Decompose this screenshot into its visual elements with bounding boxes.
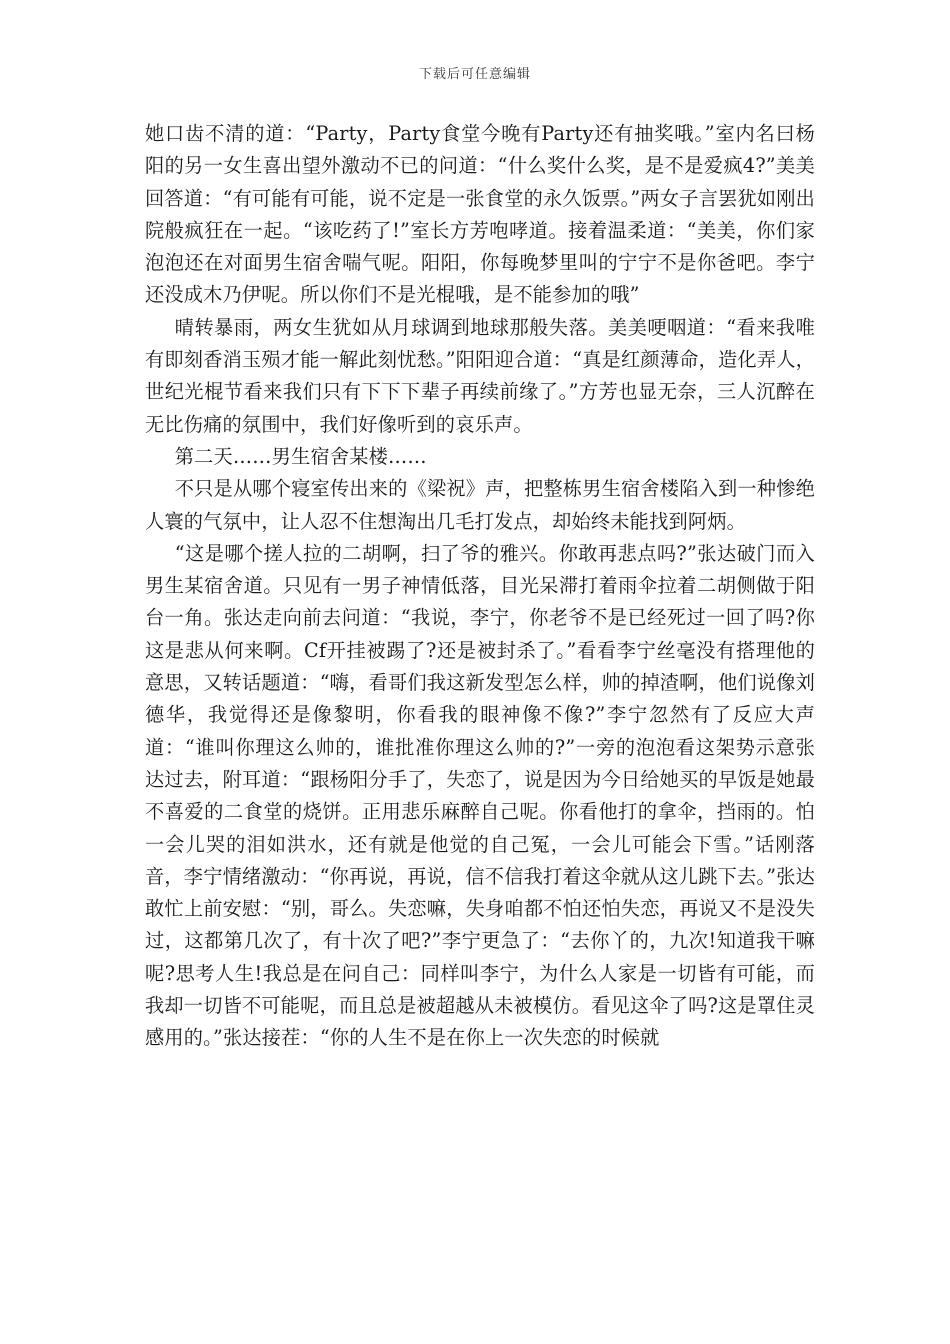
page-header-note: 下载后可任意编辑: [418, 67, 531, 82]
paragraph-2: 晴转暴雨，两女生犹如从月球调到地球那般失落。美美哽咽道：“看来我唯有即刻香消玉殒才能一解此刻忧愁。”阳阳迎合道：“真是红颜薄命，造化弄人，世纪光棍节看来我们只有下下下辈子再续前缘了。”方芳也显无奈，三人沉醉在无比伤痛的氛围中，我们好像听到的哀乐声。: [145, 315, 815, 436]
paragraph-1: 她口齿不清的道：“Party，Party食堂今晚有Party还有抽奖哦。”室内名曰杨阳的另一女生喜出望外激动不已的问道：“什么奖什么奖，是不是爱疯4?”美美回答道：“有可能有可能，说不定是一张食堂的永久饭票。”两女子言罢犹如刚出院般疯狂在一起。“该吃药了!”室长方芳咆哮道。接着温柔道：“美美，你们家泡泡还在对面男生宿舍喘气呢。阳阳，你每晚梦里叫的宁宁不是你爸吧。李宁还没成木乃伊呢。所以你们不是光棍哦，是不能参加的哦”: [145, 122, 815, 307]
paragraph-3: 第二天……男生宿舍某楼……: [174, 444, 427, 468]
document-body: [145, 118, 815, 1055]
paragraph-5: “这是哪个搓人拉的二胡啊，扫了爷的雅兴。你敢再悲点吗?”张达破门而入男生某宿舍道。只见有一男子神情低落，目光呆滞打着雨伞拉着二胡侧做于阳台一角。张达走向前去问道：“我说，李宁，你老爷不是已经死过一回了吗?你这是悲从何来啊。Cf开挂被踢了?还是被封杀了。”看看李宁丝毫没有搭理他的意思，又转话题道：“嗨，看哥们我这新发型怎么样，帅的掉渣啊，他们说像刘德华，我觉得还是像黎明，你看我的眼神像不像?”李宁忽然有了反应大声道：“谁叫你理这么帅的，谁批准你理这么帅的?”一旁的泡泡看这架势示意张达过去，附耳道：“跟杨阳分手了，失恋了，说是因为今日给她买的早饭是她最不喜爱的二食堂的烧饼。正用悲乐麻醉自己呢。你看他打的拿伞，挡雨的。怕一会儿哭的泪如洪水，还有就是他觉的自己冤，一会儿可能会下雪。”话刚落音，李宁情绪激动：“你再说，再说，信不信我打着这伞就从这儿跳下去。”张达敢忙上前安慰：“别，哥么。失恋嘛，失身咱都不怕还怕失恋，再说又不是没失过，这都第几次了，有十次了吧?”李宁更急了：“去你丫的，九次!知道我干嘛呢?思考人生!我总是在问自己：同样叫李宁，为什么人家是一切皆有可能，而我却一切皆不可能呢，而且总是被超越从未被模仿。看见这伞了吗?这是罩住灵感用的。”张达接茬：“你的人生不是在你上一次失恋的时候就: [145, 541, 815, 1050]
paragraph-4: 不只是从哪个寝室传出来的《梁祝》声，把整栋男生宿舍楼陷入到一种惨绝人寰的气氛中，让人忍不住想淘出几毛打发点，却始终未能找到阿炳。: [145, 477, 815, 533]
